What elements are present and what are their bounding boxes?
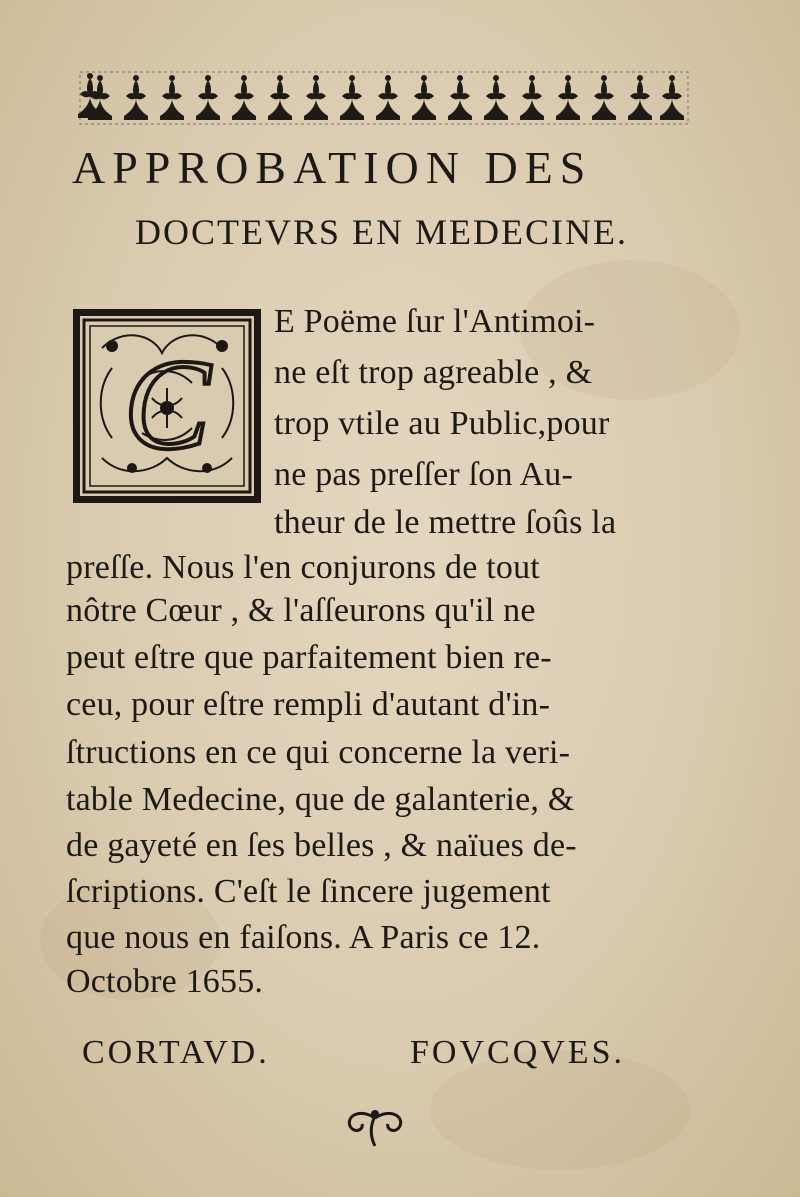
body-line: ne eſt trop agreable , & <box>274 354 593 391</box>
body-line: theur de le mettre ſoûs la <box>274 504 617 541</box>
page-title: APPROBATION DES <box>72 142 593 193</box>
signature-cortaud: CORTAVD. <box>82 1034 270 1071</box>
ornament-band <box>78 70 690 126</box>
body-line: trop vtile au Public,pour <box>274 405 610 442</box>
signature-foucques: FOVCQVES. <box>410 1034 625 1071</box>
body-line: peut eſtre que parfaitement bien re- <box>66 639 552 676</box>
body-line: que nous en faiſons. A Paris ce 12. <box>66 919 541 956</box>
fleuron-ornament <box>340 1106 410 1152</box>
body-line: Octobre 1655. <box>66 963 264 1000</box>
dropcap-letter: C <box>123 333 211 477</box>
body-line: table Medecine, que de galanterie, & <box>66 781 575 818</box>
body-line: nôtre Cœur , & l'aſſeurons qu'il ne <box>66 592 536 629</box>
body-line: ſcriptions. C'eſt le ſincere jugement <box>66 873 551 910</box>
body-line: E Poëme ſur l'Antimoi- <box>274 303 596 340</box>
body-line: ceu, pour eſtre rempli d'autant d'in- <box>66 686 551 723</box>
body-line: ſtructions en ce qui concerne la veri- <box>66 734 571 771</box>
decorated-initial-c <box>72 308 262 504</box>
body-line: de gayeté en ſes belles , & naïues de- <box>66 827 577 864</box>
body-line: ne pas preſſer ſon Au- <box>274 456 573 493</box>
page-subtitle: DOCTEVRS EN MEDECINE. <box>135 212 628 252</box>
body-line: preſſe. Nous l'en conjurons de tout <box>66 549 540 586</box>
